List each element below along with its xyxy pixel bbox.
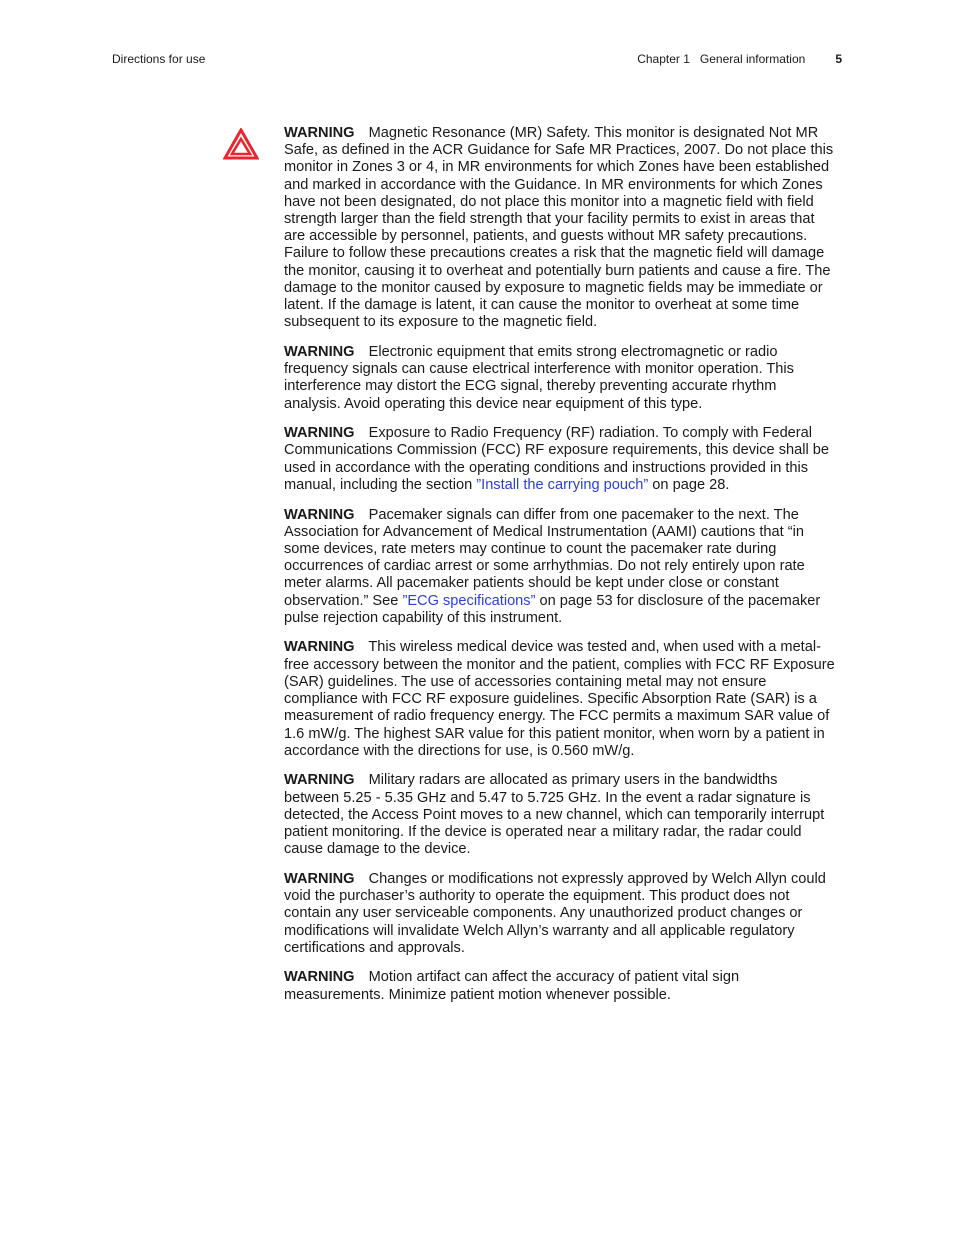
document-title: Directions for use [112, 52, 206, 66]
ecg-specifications-link[interactable]: ”ECG specifications” [402, 592, 536, 609]
warning-text: Changes or modifications not expressly approved by Welch Allyn could void the purchaser’s authority to operate the equipment. This product does not contain any user serviceable components. Any unauthorized product changes or modifications will invalidate Welch Allyn’s warranty and all applicable regulatory certifications and approvals. [284, 870, 826, 956]
warning-label: WARNING [284, 425, 355, 442]
warning-label: WARNING [284, 969, 355, 986]
warnings-list [284, 125, 836, 1016]
warning-label: WARNING [284, 772, 355, 789]
warning-label: WARNING [284, 343, 355, 360]
warning-text: This wireless medical device was tested and, when used with a metal-free accessory between the monitor and the patient, complies with FCC RF Exposure (SAR) guidelines. The use of accessories containing metal may not ensure compliance with FCC RF exposure guidelines. Specific Absorption Rate (SAR) is a measurement of radio frequency energy. The FCC permits a maximum SAR value of 1.6 mW/g. The highest SAR value for this patient monitor, when worn by a patient in accordance with the directions for use, is 0.560 mW/g. [284, 639, 835, 759]
warning-text: Magnetic Resonance (MR) Safety. This monitor is designated Not MR Safe, as defined in the ACR Guidance for Safe MR Practices, 2007. Do not place this monitor in Zones 3 or 4, in MR environments for which Zones have been established and marked in accordance with the Guidance. In MR environments for which Zones have not been designated, do not place this monitor into a magnetic field with field strength larger than the field strength that your facility permits to exist in areas that are accessible by personnel, patients, and guests without MR safety precautions. Failure to follow these precautions creates a risk that the magnetic field will damage the monitor, causing it to overheat and potentially burn patients and cause a fire. The damage to the monitor caused by exposure to magnetic fields may be immediate or latent. If the damage is latent, it can cause the monitor to overheat at some time subsequent to its exposure to the magnetic field. [284, 125, 834, 331]
section-label: General information [699, 52, 806, 66]
warning-text: Exposure to Radio Frequency (RF) radiation. To comply with Federal Communications Commission (FCC) RF exposure requirements, this device shall be used in accordance with the operating conditions and instructions provided in this manual, including the section [284, 425, 830, 493]
page-header [112, 52, 842, 68]
warning-paragraph [284, 507, 836, 627]
page-number: 5 [835, 52, 842, 66]
warning-label: WARNING [284, 639, 355, 656]
warning-paragraph [284, 344, 836, 413]
warning-text: Motion artifact can affect the accuracy of patient vital sign measurements. Minimize patient motion whenever possible. [284, 969, 740, 1003]
warning-text: Pacemaker signals can differ from one pacemaker to the next. The Association for Advancement of Medical Instrumentation (AAMI) cautions that “in some devices, rate meters may continue to count the pacemaker rate during occurrences of cardiac arrest or some arrhythmias. Do not rely entirely upon rate meter alarms. All pacemaker patients should be kept under close or constant observation.” See [284, 506, 805, 609]
warning-paragraph [284, 639, 836, 759]
warning-text-after: on page 28. [648, 476, 730, 493]
warning-label: WARNING [284, 125, 355, 141]
warning-text-after: on page 53 for disclosure of the pacemaker pulse rejection capability of this instrument. [284, 592, 821, 626]
warning-triangle-icon [223, 128, 259, 160]
chapter-label: Chapter 1 [637, 52, 690, 66]
warning-label: WARNING [284, 870, 355, 887]
warning-text: Military radars are allocated as primary users in the bandwidths between 5.25 - 5.35 GHz and 5.47 to 5.725 GHz. In the event a radar signature is detected, the Access Point moves to a new channel, which can temporarily interrupt patient monitoring. If the device is operated near a military radar, the radar could cause damage to the device. [284, 772, 825, 858]
install-carrying-pouch-link[interactable]: ”Install the carrying pouch” [476, 476, 649, 493]
header-right [637, 52, 842, 66]
warning-paragraph [284, 871, 836, 957]
warning-paragraph [284, 425, 836, 494]
warning-paragraph [284, 125, 836, 331]
warning-paragraph [284, 772, 836, 858]
warning-text: Electronic equipment that emits strong electromagnetic or radio frequency signals can cause electrical interference with monitor operation. This interference may distort the ECG signal, thereby preventing accurate rhythm analysis. Avoid operating this device near equipment of this type. [284, 343, 794, 412]
warning-label: WARNING [284, 506, 355, 523]
warning-paragraph [284, 969, 836, 1003]
